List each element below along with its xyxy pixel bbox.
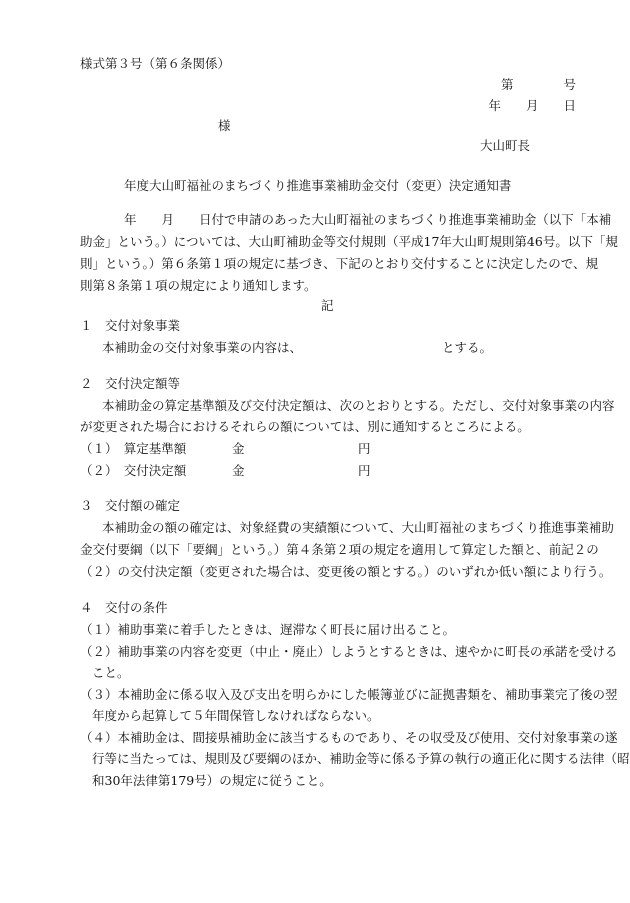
section-1-heading: １ 交付対象事業 <box>80 318 181 333</box>
condition-line: 年度から起算して５年間保管しなければならない。 <box>92 708 380 723</box>
section-3-text: （２）の交付決定額（変更された場合は、変更後の額とする。）のいずれか低い額により行う。 <box>80 564 612 579</box>
intro-line: 則」という。）第６条第１項の規定に基づき、下記のとおり交付することに決定したので、規 <box>80 256 599 271</box>
condition-line: （２）補助事業の内容を変更（中止・廃止）しようとするときは、速やかに町長の承諾を受ける <box>80 644 618 659</box>
amount-row-yen: 円 <box>358 463 371 478</box>
condition-line: （４）本補助金は、間接県補助金に該当するものであり、その収受及び使用、交付対象事業の遂 <box>80 730 618 745</box>
intro-line: 年 月 日付で申請のあった大山町福祉のまちづくり推進事業補助金（以下「本補 <box>124 212 612 227</box>
section-1-text-end: とする。 <box>442 340 493 355</box>
amount-row-label: （２） 交付決定額 <box>80 463 187 478</box>
condition-line: 行等に当たっては、規則及び要綱のほか、補助金等に係る予算の執行の適正化に関する法律（昭 <box>92 751 630 766</box>
section-3-text: 本補助金の額の確定は、対象経費の実績額について、大山町福祉のまちづくり推進事業補助 <box>102 520 614 535</box>
ki-heading: 記 <box>321 298 334 313</box>
condition-line: 和30年法律第179号）の規定に従うこと。 <box>92 773 332 788</box>
amount-row-yen: 円 <box>358 441 371 456</box>
condition-line: こと。 <box>92 665 130 680</box>
condition-line: （１）補助事業に着手したときは、遅滞なく町長に届け出ること。 <box>80 622 456 637</box>
amount-row-kin: 金 <box>232 463 245 478</box>
section-2-heading: ２ 交付決定額等 <box>80 376 181 391</box>
document-title: 年度大山町福祉のまちづくり推進事業補助金交付（変更）決定通知書 <box>124 178 512 193</box>
intro-line: 助金」という。）については、大山町補助金等交付規則（平成17年大山町規則第46号。以下「規 <box>80 234 618 249</box>
intro-line: 則第８条第１項の規定により通知します。 <box>80 278 317 293</box>
addressee: 様 <box>218 118 231 133</box>
sender: 大山町長 <box>479 138 530 153</box>
document-number: 第 号 <box>500 77 576 92</box>
amount-row-kin: 金 <box>232 441 245 456</box>
form-number: 様式第３号（第６条関係） <box>80 56 231 71</box>
issue-date: 年 月 日 <box>488 98 576 113</box>
section-1-text: 本補助金の交付対象事業の内容は、 <box>102 340 303 355</box>
section-3-text: 金交付要綱（以下「要綱」という。）第４条第２項の規定を適用して算定した額と、前記２の <box>80 542 599 557</box>
amount-row-label: （１） 算定基準額 <box>80 441 187 456</box>
section-3-heading: ３ 交付額の確定 <box>80 498 181 513</box>
condition-line: （３）本補助金に係る収入及び支出を明らかにした帳簿並びに証拠書類を、補助事業完了後の翌 <box>80 687 618 702</box>
section-2-text: が変更された場合におけるそれらの額については、別に通知するところによる。 <box>80 419 530 434</box>
section-2-text: 本補助金の算定基準額及び交付決定額は、次のとおりとする。ただし、交付対象事業の内容 <box>102 398 615 413</box>
section-4-heading: ４ 交付の条件 <box>80 600 168 615</box>
